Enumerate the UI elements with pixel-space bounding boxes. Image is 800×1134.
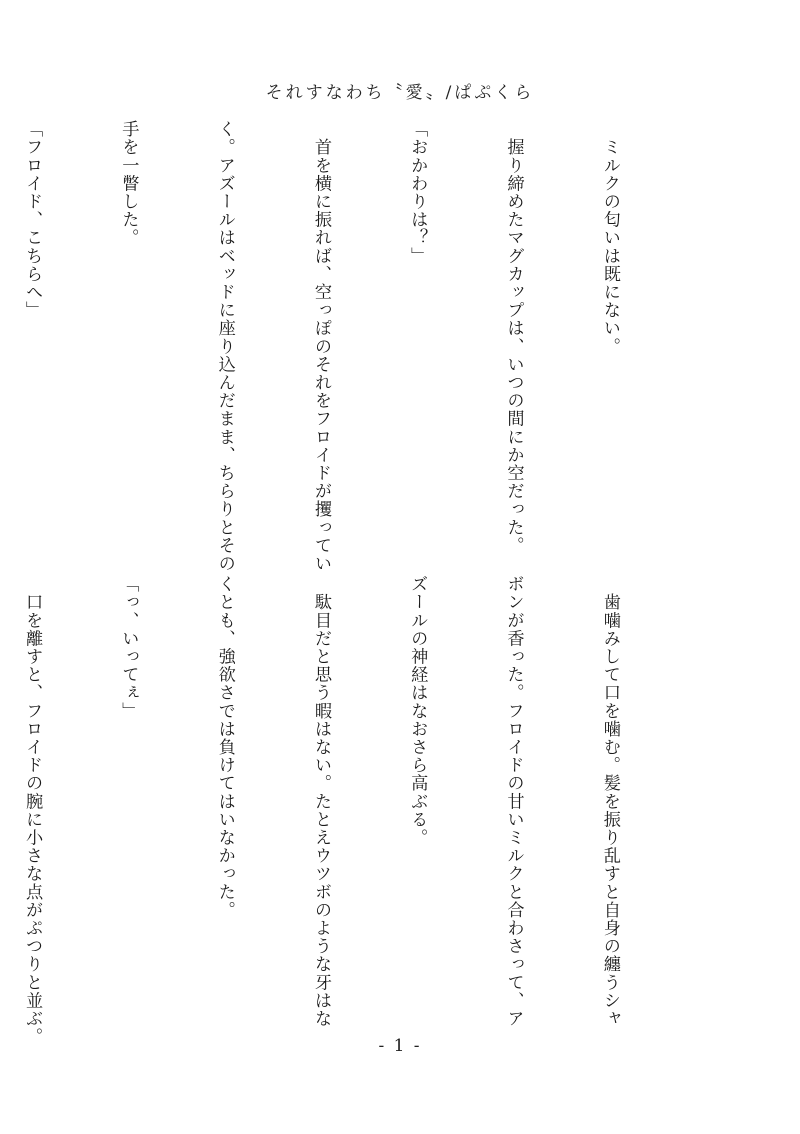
- text-line: 口を離すと、フロイドの腕に小さな点がぷつりと並ぶ。: [22, 575, 43, 1046]
- text-block-bottom: [22, 575, 690, 1046]
- text-line: く。アズールはベッドに座り込んだまま、ちらりとその: [214, 120, 235, 573]
- text-line: 「フロイド、こちらへ」: [22, 120, 43, 320]
- page-header: それすなわち〝愛〟/ぱぷくら: [265, 83, 535, 103]
- text-line: 握り締めたマグカップは、いつの間にか空だった。: [503, 120, 524, 555]
- text-line: 「おかわりは？」: [407, 120, 428, 265]
- text-line: ミルクの匂いは既にない。: [599, 120, 620, 356]
- page-number: - 1 -: [378, 1036, 422, 1056]
- text-line: ボンが香った。フロイドの甘いミルクと合わさって、ア: [503, 575, 524, 1028]
- text-block-top: [22, 120, 690, 573]
- text-line: くとも、強欲さでは負けてはいなかった。: [214, 575, 235, 919]
- text-line: 「っ、いってぇ」: [118, 575, 139, 720]
- text-line: 歯噛みして口を噛む。髪を振り乱すと自身の纏うシャ: [599, 575, 620, 1028]
- text-line: 首を横に振れば、空っぽのそれをフロイドが攫ってい: [310, 120, 331, 573]
- text-line: ズールの神経はなおさら高ぶる。: [407, 575, 428, 847]
- text-line: 駄目だと思う暇はない。たとえウツボのような牙はな: [310, 575, 331, 1028]
- text-line: 手を一瞥した。: [118, 120, 139, 247]
